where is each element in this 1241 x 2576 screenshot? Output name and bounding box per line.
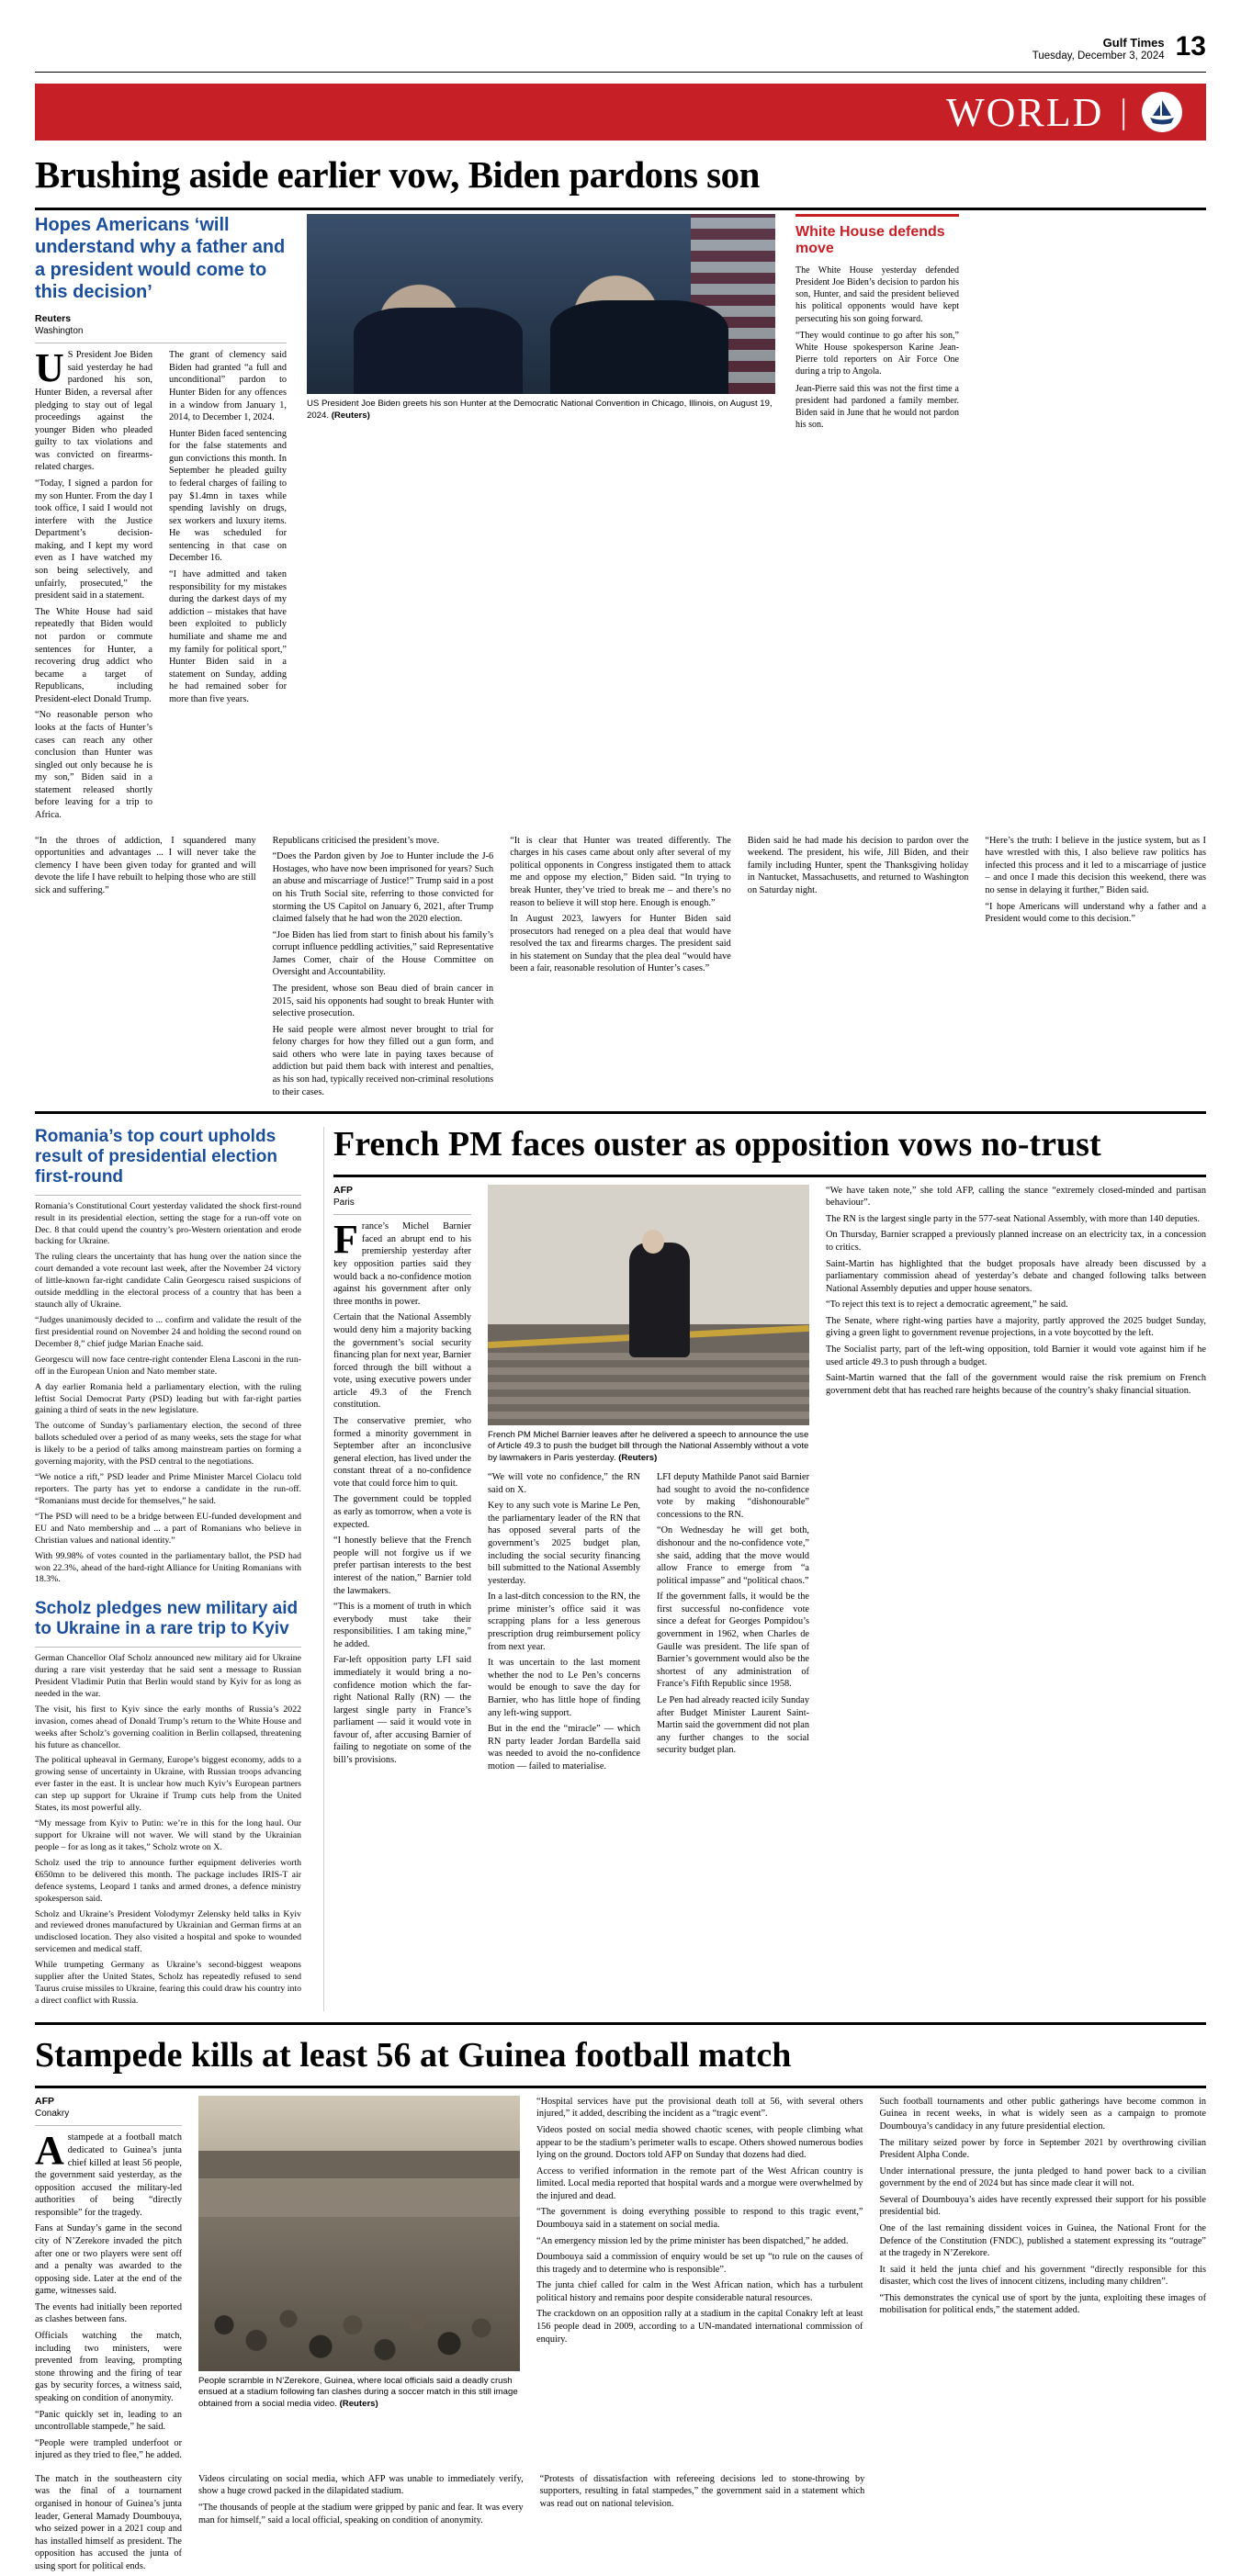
paragraph: “We notice a rift,” PSD leader and Prime Minister Marcel Ciolacu told reporters. The party has yet to endorse a candidate in the run-off. “Romanians must decide for themselves,” he said. <box>35 1472 301 1506</box>
byline-agency: AFP <box>333 1184 353 1196</box>
biden-cont-col-1 <box>35 835 256 1103</box>
scholz-body <box>35 1653 301 2008</box>
paragraph: Key to any such vote is Marine Le Pen, the parliamentary leader of the RN that has opposed several parts of the government’s 2025 budget plan, including the social security financing bill submitted to the National Assembly yesterday. <box>488 1501 640 1586</box>
paragraph: It was uncertain to the last moment whether the nod to Le Pen’s concerns would be enough to save the day for Barnier, who has little hope of finding any left-wing support. <box>488 1658 640 1718</box>
story-french-pm <box>323 1127 1206 2011</box>
stampede-byline-col <box>35 2096 182 2466</box>
paragraph: “The PSD will need to be a bridge between EU-funded development and EU and Nato membership and ... a part of Romanians who believe in Christian values and national identity.” <box>35 1511 301 1546</box>
paragraph: “On Wednesday he will get both, dishonour and the no-confidence vote,” she said, adding that the move would allow France to emerge from “a political impasse” and “political chaos.” <box>657 1525 809 1586</box>
barnier-photo <box>488 1185 809 1425</box>
stampede-cont-col-3 <box>540 2473 865 2576</box>
french-byline-rule <box>333 1214 471 1215</box>
paragraph: The visit, his first to Kyiv since the early months of Russia’s 2022 invasion, comes ahead of Donald Trump’s return to the White House and weeks after Scholz’s governing coalition in Berlin collapsed, threatening his future as chancellor. <box>35 1704 301 1750</box>
paragraph: In a last-ditch concession to the RN, the prime minister’s office said it was scrapping plans for a less generous prescription drug reimbursement policy from next year. <box>488 1592 640 1652</box>
paragraph: Doumbouya said a commission of enquiry would be set up “to rule on the causes of this tragedy and to determine who is responsible”. <box>536 2252 863 2275</box>
french-top-grid <box>333 1185 1206 1777</box>
middle-section <box>35 1127 1206 2011</box>
paragraph: A day earlier Romania held a parliamentary election, with the ruling leftist Social Democrat Party (PSD) leading but with far-right parties gaining a third of seats in the new legislature. <box>35 1381 301 1416</box>
sidebar-white-house <box>795 214 959 826</box>
stampede-rule <box>35 2086 1206 2088</box>
section-banner <box>35 84 1206 141</box>
masthead-dateline <box>1032 37 1176 62</box>
paragraph: The political upheaval in Germany, Europe’s biggest economy, adds to a growing sense of uncertainty in Ukraine, with Russian troops advancing ever faster in the east. It is unclear how much Kyiv’s European partners can step up support for Ukraine if Trump cuts help from the United States, its most powerful ally. <box>35 1755 301 1814</box>
headline-biden: Brushing aside earlier vow, Biden pardons son <box>35 153 760 196</box>
paragraph: The junta chief called for calm in the West African nation, which has a turbulent political history and remains poor despite considerable natural resources. <box>536 2280 863 2303</box>
paragraph: “The thousands of people at the stadium were gripped by panic and fear. It was every man for himself,” said a local official, speaking on condition of anonymity. <box>198 2503 524 2525</box>
column-romania-scholz <box>35 1127 301 2011</box>
paragraph: “This demonstrates the cynical use of sport by the junta, exploiting these images of mobilisation for political ends,” the statement added. <box>879 2292 1206 2316</box>
byline-french <box>333 1185 471 1209</box>
paragraph: Republicans criticised the president’s move. <box>272 835 440 846</box>
paragraph: “Protests of dissatisfaction with refereeing decisions led to stone-throwing by supporters, resulting in fatal stampedes,” the government said in a statement which was read out on national television. <box>539 2473 865 2509</box>
stampede-cont-col-4 <box>881 2473 1206 2576</box>
paragraph: Biden said he had made his decision to pardon over the weekend. The president, his wife, Jill Biden, and their family including Hunter, spent the Thanksgiving holiday in Nantucket, Massachusetts, and returned to Washington on Saturday night. <box>747 835 969 895</box>
byline-location: Washington <box>35 325 84 336</box>
paragraph: “I honestly believe that the French people will not forgive us if we prefer partisan interests to the best interest of the nation,” Barnier told the lawmakers. <box>333 1535 471 1596</box>
stampede-photo <box>198 2096 520 2371</box>
headline-romania: Romania’s top court upholds result of presidential election first-round <box>35 1127 277 1187</box>
paragraph: But in the end the “miracle” — which RN party leader Jordan Bardella said was needed to avoid the no-confidence motion — failed to materialise. <box>488 1724 640 1772</box>
paragraph: The events had initially been reported as clashes between fans. <box>35 2301 182 2325</box>
stampede-continuation <box>35 2473 1206 2576</box>
byline-agency: AFP <box>35 2095 54 2107</box>
paragraph: “Today, I signed a pardon for my son Hunter. From the day I took office, I said I would not interfere with the Justice Department’s decision-making, and I kept my word even as I have watched my son being selectively, and unfairly, prosecuted,” the president said in a statement. <box>35 478 152 602</box>
stampede-photo-caption <box>198 2376 520 2410</box>
paragraph: It said it held the junta chief and his government “directly responsible for this disaster, which cost the lives of innocent citizens, including many children”. <box>879 2264 1206 2288</box>
paper-name: Gulf Times <box>1102 35 1165 50</box>
masthead <box>35 0 1206 62</box>
stampede-col-1 <box>35 2128 182 2461</box>
biden-photo <box>307 214 775 394</box>
stampede-col-4 <box>880 2096 1207 2466</box>
stampede-byline-rule <box>35 2125 182 2126</box>
paragraph: One of the last remaining dissident voices in Guinea, the National Front for the Defence of the Constitution (FNDC), published a statement expressing its “outrage” at the tragedy in N’Zerekore. <box>879 2222 1206 2259</box>
paragraph: “In the throes of addiction, I squandered many opportunities and advantages ... I will never take the clemency I have been given today for granted and will devote the life I have rebuilt to helping those who are still sick and suffering.” <box>35 835 256 895</box>
paragraph: On Thursday, Barnier scrapped a previously planned increase on an electricity tax, in a concession to critics. <box>826 1230 1206 1254</box>
paragraph: Hunter Biden faced sentencing for the false statements and gun convictions this month. In September he pleaded guilty to federal charges of failing to pay $1.4mn in taxes while spending lavishly on drugs, sex workers and luxury items. He was scheduled for sentencing in that case on December 16. <box>169 428 287 564</box>
issue-date: Tuesday, December 3, 2024 <box>1032 50 1165 62</box>
caption-credit: (Reuters) <box>618 1452 658 1463</box>
paragraph: The outcome of Sunday’s parliamentary election, the second of three ballots scheduled over a period of as many weeks, sets the stage for what is likely to be a period of talks among mainstream parties on forming a governing majority, with the PSD central to the negotiations. <box>35 1421 301 1468</box>
page-number: 13 <box>1175 31 1206 62</box>
biden-cont-col-3 <box>510 835 731 1103</box>
caption-text: US President Joe Biden greets his son Hunter at the Democratic National Convention in Chicago, Illinois, on August 19, 2024. <box>307 399 773 421</box>
paragraph: US President Joe Biden said yesterday he had pardoned his son, Hunter Biden, a reversal after pledging to stay out of legal proceedings against the younger Biden who pleaded guilty to tax violations and was convicted on firearms-related charges. <box>35 345 152 473</box>
stampede-cont-col-2 <box>198 2473 524 2576</box>
paragraph: “People were trampled underfoot or injured as they tried to flee,” he added. <box>35 2437 182 2461</box>
stampede-col-3 <box>536 2096 863 2466</box>
french-photo-figure <box>488 1185 809 1777</box>
paragraph: Fans at Sunday’s game in the second city of N’Zerekore invaded the pitch after one or two players were sent off and a penalty was awarded to the opposing side. Later at the end of the game, witnesses said. <box>35 2223 182 2297</box>
paragraph: Romania’s Constitutional Court yesterday validated the shock first-round result in its presidential election, setting the stage for a run-off vote on Dec. 8 that could upend the country’s pro-Western orientation and erode backing for Ukraine. <box>35 1200 301 1247</box>
romania-body <box>35 1201 301 1587</box>
biden-left-column <box>35 214 287 826</box>
biden-intro-columns <box>35 345 287 825</box>
masthead-rule <box>35 72 1206 73</box>
paragraph: “An emergency mission led by the prime minister has been dispatched,” he added. <box>536 2235 849 2246</box>
paragraph: Under international pressure, the junta pledged to hand power back to a civilian government by the end of 2024 but has since made clear it will not. <box>879 2165 1206 2189</box>
biden-cont-col-5 <box>985 835 1206 1103</box>
stampede-photo-figure <box>198 2096 520 2466</box>
paragraph: The White House yesterday defended President Joe Biden’s decision to pardon his son, Hunter, and said the president believed his political opponents would have kept persecuting his son going forward. <box>795 264 959 324</box>
paragraph: Several of Doumbouya’s aides have recently expressed their support for his possible presidential bid. <box>879 2194 1206 2218</box>
french-byline-col <box>333 1185 471 1777</box>
paragraph: Far-left opposition party LFI said immediately it would bring a no-confidence motion which the far-right National Rally (RN) — the largest single party in France’s parliament — said it would vote in favour of, after accusing Barnier of failing to negotiate on some of the bill’s provisions. <box>333 1655 471 1766</box>
paragraph: “This is a moment of truth in which everybody must take their responsibilities. I am taking mine,” he added. <box>333 1602 471 1649</box>
caption-text: French PM Michel Barnier leaves after he delivered a speech to announce the use of Article 49.3 to push the budget bill through the National Assembly without a vote by lawmakers in Paris yesterday. <box>488 1429 809 1463</box>
biden-cont-col-2 <box>273 835 494 1103</box>
section-title: WORLD <box>946 89 1104 135</box>
paragraph: The White House had said repeatedly that Biden would not pardon or commute sentences for Hunter, a recovering drug addict who became a target of Republicans, including President-elect Donald Trump. <box>35 606 152 704</box>
biden-right-column <box>307 214 1206 826</box>
byline-agency: Reuters <box>35 312 72 324</box>
paragraph: “No reasonable person who looks at the facts of Hunter’s cases can reach any other conclusion than Hunter was singled out only because he is my son,” Biden said in a statement released shortly before leaving for a trip to Africa. <box>35 710 152 821</box>
paragraph: LFI deputy Mathilde Panot said Barnier had sought to avoid the no-confidence vote by making “dishonourable” concessions to the RN. <box>657 1472 809 1520</box>
paragraph: “Judges unanimously decided to ... confirm and validate the result of the first presidential round on November 24 and holding the second round on December 8,” chief judge Marian Enache said. <box>35 1315 301 1349</box>
french-col-2 <box>488 1471 640 1776</box>
byline-location: Paris <box>333 1197 355 1208</box>
headline-stampede: Stampede kills at least 56 at Guinea football match <box>35 2035 792 2075</box>
biden-photo-caption <box>307 399 775 422</box>
caption-credit: (Reuters) <box>331 410 370 421</box>
paragraph: “To reject this text is to reject a democratic agreement,” he said. <box>826 1299 1068 1310</box>
paragraph: The RN is the largest single party in the 577-seat National Assembly, with more than 140 deputies. <box>826 1213 1200 1224</box>
paragraph: “Panic quickly set in, leading to an uncontrollable stampede,” he said. <box>35 2409 182 2433</box>
romania-rule <box>35 1195 301 1196</box>
paragraph: “We will vote no confidence,” the RN said on X. <box>488 1472 640 1495</box>
paragraph: “It is clear that Hunter was treated differently. The charges in his cases came about only after several of my political opponents in Congress instigated them to attack me and oppose my election,” Biden said. “In trying to break Hunter, they’ve tried to break me – and there’s no reason to believe it will stop here. Enough is enough.” <box>510 835 731 908</box>
paragraph: In August 2023, lawyers for Hunter Biden said prosecutors had reneged on a plea deal that would have resolved the tax and firearms charges. The president said in his statement on Sunday that the plea deal “would have been a fair, reasonable resolution of Hunter’s cases.” <box>510 914 731 974</box>
paragraph: The military seized power by force in September 2021 by overthrowing civilian President Alpha Conde. <box>879 2137 1206 2161</box>
paragraph: “I have admitted and taken responsibility for my mistakes during the darkest days of my addiction – mistakes that have been exploited to publicly humiliate and shame me and my family for political sport,” Hunter Biden said in a statement on Sunday, adding he had remained sober for more than five years. <box>169 569 287 704</box>
byline-biden <box>35 313 287 338</box>
headline-french: French PM faces ouster as opposition vows no-trust <box>333 1125 1101 1164</box>
french-rule <box>333 1175 1206 1177</box>
paragraph: Georgescu will now face centre-right contender Elena Lasconi in the run-off in the European Union and Nato member state. <box>35 1354 301 1377</box>
paragraph: Astampede at a football match dedicated to Guinea’s junta chief killed at least 56 people, the government said yesterday, as the opposition accused the military-led authorities of being “directly responsible” for the tragedy. <box>35 2128 182 2218</box>
paragraph: The match in the southeastern city was the final of a tournament organised in honour of Guinea’s junta leader, General Mamady Doumbouya, who seized power in a 2021 coup and has installed himself as president. The opposition has accused the junta of using sport for political ends. <box>35 2473 182 2571</box>
biden-cont-col-4 <box>748 835 969 1103</box>
rule-section-2 <box>35 1111 1206 1114</box>
biden-continuation <box>35 835 1206 1103</box>
french-col-3 <box>657 1471 809 1776</box>
french-col-1 <box>333 1217 471 1766</box>
french-under-photo-cols <box>488 1471 809 1776</box>
paragraph: “My message from Kyiv to Putin: we’re in this for the long haul. Our support for Ukraine will not waver. We will stand by the Ukrainian people – for as long as it takes,” Scholz wrote on X. <box>35 1818 301 1852</box>
paragraph: Saint-Martin has highlighted that the budget proposals have already been discussed by a parliamentary commission ahead of yesterday’s debate and changed following talks between National Assembly deputies and upper house senators. <box>826 1258 1206 1294</box>
paragraph: German Chancellor Olaf Scholz announced new military aid for Ukraine during a rare visit yesterday that he said sent a message to Russian President Vladimir Putin that Berlin would stand by Kyiv for as long as needed in the war. <box>35 1653 301 1699</box>
biden-photo-figure <box>307 214 775 826</box>
story-biden <box>35 214 1206 826</box>
biden-col-1 <box>35 345 152 825</box>
paragraph: Such football tournaments and other public gatherings have become common in Guinea in recent weeks, in what is widely seen as a campaign to promote Doumbouya’s candidacy in any future presidential election. <box>879 2096 1206 2132</box>
paragraph: “The government is doing everything possible to respond to this tragic event,” Doumbouya said in a statement on social media. <box>536 2207 863 2230</box>
paragraph: “We have taken note,” she told AFP, calling the stance “extremely closed-minded and partisan behaviour”. <box>826 1185 1206 1209</box>
paragraph: Videos circulating on social media, which AFP was unable to immediately verify, show a huge crowd packed in the dilapidated stadium. <box>198 2473 524 2497</box>
paragraph: The Socialist party, part of the left-wing opposition, told Barnier it would vote against him if he used article 49.3 to push through a budget. <box>826 1344 1206 1367</box>
rule-under-headline <box>35 208 1206 210</box>
biden-col-2 <box>169 349 287 825</box>
french-photo-caption <box>488 1430 809 1464</box>
paragraph: Le Pen had already reacted icily Sunday after Budget Minister Laurent Saint-Martin said the government did not plan any further changes to the social security budget plan. <box>657 1694 809 1756</box>
paragraph: Videos posted on social media showed chaotic scenes, with people climbing what appear to be the stadium’s perimeter walls to escape. Others showed numerous bodies lying on the ground. Doctors told AFP on Sunday that dozens had died. <box>536 2124 863 2161</box>
scholz-rule <box>35 1647 301 1648</box>
paragraph: The president, whose son Beau died of brain cancer in 2015, said his opponents had sought to break Hunter with selective prosecution. <box>272 983 494 1019</box>
paragraph: Certain that the National Assembly would deny him a majority backing the government’s social security financing plan for next year, Barnier forced through the bill without a vote, using executive powers under article 49.3 of the French constitution. <box>333 1312 471 1411</box>
paragraph: The ruling clears the uncertainty that has hung over the nation since the court demanded a vote recount last week, after the November 24 victory of little-known far-right candidate Calin Georgescu raised suspicions of outside meddling in the electoral process of a country that has been a staunch ally of Ukraine. <box>35 1252 301 1310</box>
sidebar-title: White House defends move <box>795 224 945 256</box>
paragraph: The Senate, where right-wing parties have a majority, partly approved the 2025 budget Sunday, giving a green light to government revenue projections, in a vote boycotted by the left. <box>826 1315 1206 1339</box>
paragraph: Scholz and Ukraine’s President Volodymyr Zelensky held talks in Kyiv and reviewed drones manufactured by Ukrainian and German firms at an undisclosed location. They also visited a hospital and spoke to wounded servicemen and medical staff. <box>35 1908 301 1955</box>
story-stampede <box>35 2096 1206 2466</box>
paragraph: Scholz used the trip to announce further equipment deliveries worth €650mn to be delivered this month. The package includes IRIS-T air defence systems, Leopard 1 tanks and armed drones, a defence ministry spokesperson said. <box>35 1857 301 1904</box>
paragraph: The government could be toppled as early as tomorrow, when a vote is expected. <box>333 1494 471 1530</box>
paragraph: Access to verified information in the remote part of the West African country is limited. Local media reported that hospital wards and a morgue were overwhelmed by the injured and dead. <box>536 2165 863 2201</box>
paragraph: “They would continue to go after his son,” White House spokesperson Karine Jean-Pierre told reporters on Air Force One during a trip to Angola. <box>795 330 959 377</box>
deck-biden: Hopes Americans ‘will understand why a father and a president would come to this decision’ <box>35 215 286 303</box>
banner-divider: | <box>1120 93 1127 131</box>
paragraph: The crackdown on an opposition rally at a stadium in the capital Conakry left at least 156 people dead in 2009, according to a UN-mandated international commission of enquiry. <box>536 2309 863 2345</box>
paragraph: “Hospital services have put the provisional death toll at 56, with several others injured,” it added, describing the incident as a “tragic event”. <box>536 2096 863 2120</box>
paragraph: The conservative premier, who formed a minority government in September after an inconclusive general election, has lived under the constant threat of a no-confidence vote that could force him to quit. <box>333 1416 471 1489</box>
paragraph: The grant of clemency said Biden had granted “a full and unconditional” pardon to Hunter Biden for any offences in a window from January 1, 2014, to December 1, 2024. <box>169 350 287 423</box>
rule-section-3 <box>35 2022 1206 2025</box>
caption-text: People scramble in N’Zerekore, Guinea, where local officials said a deadly crush ensued at a stadium following fan clashes during a soccer match in this still image obtained from a social media video. <box>198 2375 518 2409</box>
stampede-cont-col-1 <box>35 2473 182 2576</box>
headline-scholz: Scholz pledges new military aid to Ukraine in a rare trip to Kyiv <box>35 1599 299 1639</box>
caption-credit: (Reuters) <box>339 2398 378 2409</box>
paragraph: France’s Michel Barnier faced an abrupt end to his premiership yesterday after key opposition parties said they would back a no-confidence motion against his government after only three months in power. <box>333 1217 471 1307</box>
paragraph: While trumpeting Germany as Ukraine’s second-biggest weapons supplier after the United States, Scholz has repeatedly refused to send Taurus cruise missiles to Ukraine, fearing this could draw his country into a direct conflict with Russia. <box>35 1960 301 2006</box>
byline-location: Conakry <box>35 2108 70 2119</box>
paragraph: If the government falls, it would be the first successful no-confidence vote since a defeat for Georges Pompidou’s government in 1962, when Charles de Gaulle was president. The life span of Barnier’s government would also be the shortest of any administration of France’s Fifth Republic since 1958. <box>657 1592 809 1690</box>
paragraph: With 99.98% of votes counted in the parliamentary ballot, the PSD had won 22.3%, ahead of the hard-right Alliance for Uniting Romanians with 18.3%. <box>35 1550 301 1585</box>
paragraph: “Joe Biden has lied from start to finish about his family’s corrupt influence peddling activities,” said Representative James Comer, chair of the House Committee on Oversight and Accountability. <box>272 929 494 978</box>
paragraph: “I hope Americans will understand why a father and a President would come to this decision.” <box>985 901 1206 925</box>
paragraph: “Here’s the truth: I believe in the justice system, but as I have wrestled with this, I also believe raw politics has infected this process and it led to a miscarriage of justice – and once I made this decision this weekend, there was no sense in delaying it further,” Biden said. <box>985 835 1206 895</box>
paragraph: Saint-Martin warned that the fall of the government would raise the risk premium on French government debt that has reached rare heights because of the country’s shaky financial situation. <box>826 1373 1206 1396</box>
french-col-4 <box>826 1185 1206 1777</box>
paragraph: He said people were almost never brought to trial for felony charges for how they filled out a gun form, and said others who were late in paying taxes because of addiction but paid them back with interest and penalties, as his son had, typically received non-criminal resolutions to their cases. <box>272 1024 494 1097</box>
paragraph: Officials watching the match, including two ministers, were prevented from leaving, prompting stone throwing and the firing of tear gas by security forces, a witness said, speaking on condition of anonymity. <box>35 2331 182 2403</box>
byline-stampede <box>35 2096 182 2120</box>
gulf-times-logo-icon <box>1142 92 1182 132</box>
paragraph: “Does the Pardon given by Joe to Hunter include the J-6 Hostages, who have now been imprisoned for years? Such an abuse and miscarriage of Justice!” Trump said in a post on his Truth Social site, referring to those convicted for storming the US Capitol on January 6, 2021, after Trump claimed falsely that he had won the 2020 election. <box>272 851 494 925</box>
paragraph: Jean-Pierre said this was not the first time a president had pardoned a family member. Biden said in June that he would not pardon his son. <box>795 383 959 431</box>
